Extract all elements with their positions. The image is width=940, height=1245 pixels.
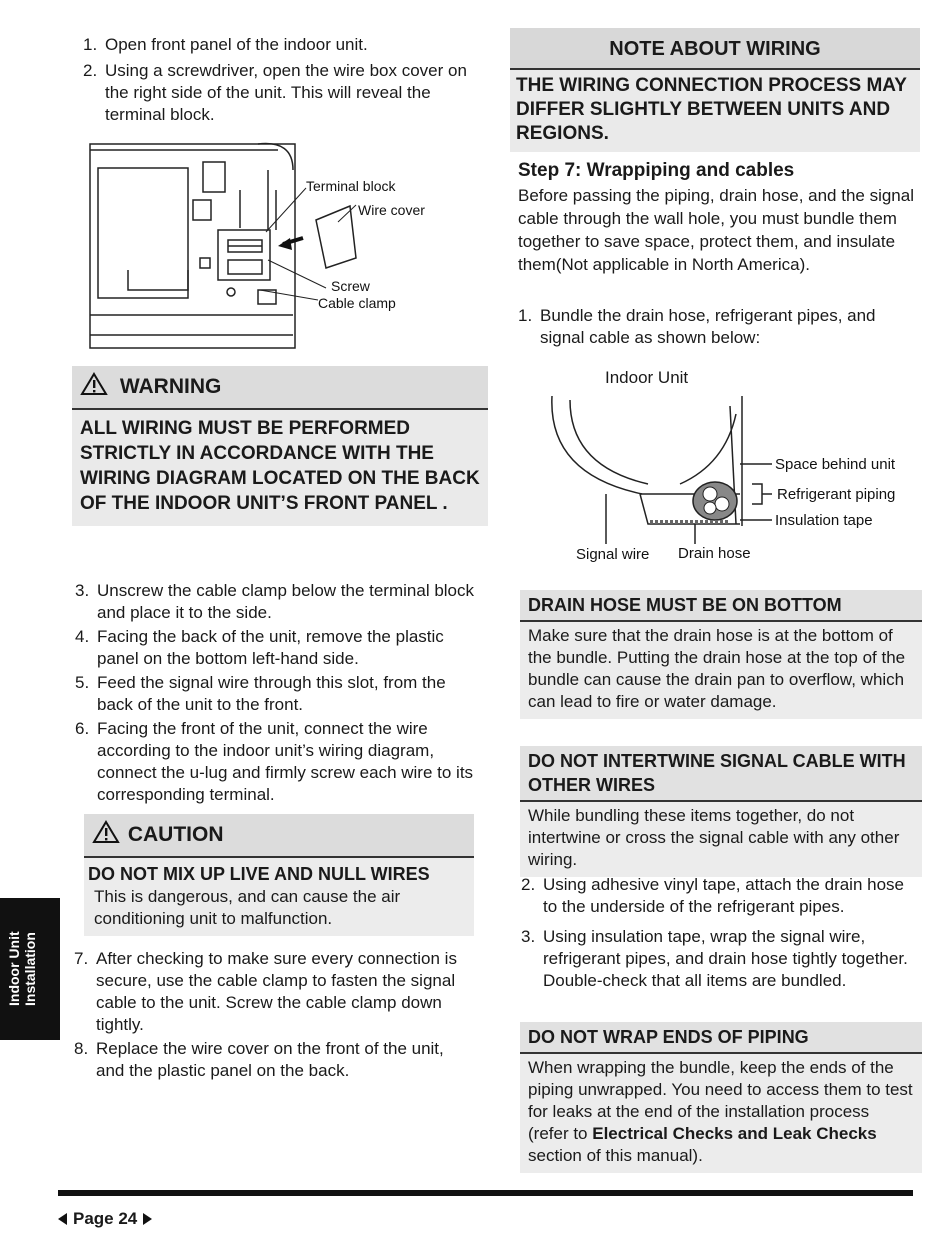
list-item: 3. Unscrew the cable clamp below the terminal block and place it to the side. [75, 581, 475, 622]
cable-clamp-label: Cable clamp [318, 295, 396, 311]
drain-hose-body: Make sure that the drain hose is at the bottom of the bundle. Putting the drain hose at the top of the bundle can cause the drain pan to overflow, which can lead to fire or water damage. [520, 622, 922, 719]
refrigerant-piping-label: Refrigerant piping [777, 486, 896, 503]
list-item: 8. Replace the wire cover on the front of the unit, and the plastic panel on the back. [74, 1039, 444, 1080]
steps-top-list [83, 34, 485, 126]
step7-heading: Step 7: Wrappiping and cables [518, 160, 795, 181]
intertwine-body: While bundling these items together, do not intertwine or cross the signal cable with any other wiring. [520, 802, 922, 877]
side-tab-label: Indoor Unit Installation [6, 931, 38, 1007]
indoor-unit-label: Indoor Unit [605, 368, 689, 387]
caution-title: CAUTION [127, 823, 224, 846]
drain-hose-heading: DRAIN HOSE MUST BE ON BOTTOM [520, 590, 922, 622]
wrap-ends-box [520, 1022, 922, 1173]
terminal-block-diagram [88, 140, 508, 355]
bundle-steps-list [521, 874, 918, 992]
drain-hose-box [520, 590, 922, 719]
page-number: Page 24 [73, 1209, 138, 1228]
note-about-wiring-box [510, 28, 920, 152]
caution-header [84, 814, 474, 858]
list-item: 1. Open front panel of the indoor unit. [83, 35, 368, 54]
bundle-diagram [540, 366, 930, 571]
steps-bottom-list [74, 948, 476, 1082]
screw-label: Screw [331, 278, 370, 294]
footer-rule [58, 1190, 913, 1196]
wire-cover-label: Wire cover [358, 202, 425, 218]
list-item: 7. After checking to make sure every connection is secure, use the cable clamp to fasten the signal cable to the unit. Screw the cable clamp down tightly. [74, 949, 457, 1034]
caution-heading: DO NOT MIX UP LIVE AND NULL WIRES [88, 864, 430, 884]
intertwine-box [520, 746, 922, 877]
prev-page-arrow-icon [58, 1213, 67, 1225]
note-body: THE WIRING CONNECTION PROCESS MAY DIFFER SLIGHTLY BETWEEN UNITS AND REGIONS. [510, 70, 920, 152]
warning-header [72, 366, 488, 410]
list-item: 2. Using a screwdriver, open the wire box cover on the right side of the unit. This will reveal the terminal block. [83, 61, 467, 124]
warning-box [72, 366, 488, 526]
caution-triangle-icon [92, 820, 120, 850]
warning-body: ALL WIRING MUST BE PERFORMED STRICTLY IN ACCORDANCE WITH THE WIRING DIAGRAM LOCATED ON THE BACK OF THE INDOOR UNIT’S FRONT PANEL . [72, 410, 488, 526]
intertwine-heading: DO NOT INTERTWINE SIGNAL CABLE WITH OTHER WIRES [520, 746, 922, 802]
list-item: 3. Using insulation tape, wrap the signal wire, refrigerant pipes, and drain hose tightly together. Double-check that all items are bundled. [521, 927, 908, 990]
space-behind-unit-label: Space behind unit [775, 456, 896, 473]
step7-list [518, 305, 920, 349]
step7-body: Before passing the piping, drain hose, and the signal cable through the wall hole, you must bundle them together to save space, protect them, and insulate them(Not applicable in North America). [518, 186, 914, 274]
list-item: 5. Feed the signal wire through this slot, from the back of the unit to the front. [75, 673, 446, 714]
caution-text: This is dangerous, and can cause the air conditioning unit to malfunction. [94, 887, 401, 928]
electrical-checks-reference: Electrical Checks and Leak Checks [592, 1124, 877, 1143]
wrap-ends-body: When wrapping the bundle, keep the ends of the piping unwrapped. You need to access them to test for leaks at the end of the installation process (refer to Electrical Checks and Leak Checks section of this manual). [520, 1054, 922, 1173]
section-side-tab [0, 898, 60, 1040]
signal-wire-label: Signal wire [576, 546, 650, 563]
drain-hose-label: Drain hose [678, 545, 751, 562]
terminal-block-illustration [88, 140, 508, 355]
note-title: NOTE ABOUT WIRING [510, 28, 920, 70]
steps-mid-list [75, 580, 477, 806]
next-page-arrow-icon [143, 1213, 152, 1225]
caution-box [84, 814, 474, 936]
list-item: 1. Bundle the drain hose, refrigerant pipes, and signal cable as shown below: [518, 306, 876, 347]
step7-section [518, 158, 923, 276]
warning-title: WARNING [119, 375, 222, 398]
warning-triangle-icon [80, 372, 108, 402]
page-footer [58, 1209, 152, 1229]
caution-body [84, 858, 474, 936]
list-item: 6. Facing the front of the unit, connect the wire according to the indoor unit’s wiring diagram, connect the u-lug and firmly screw each wire to its corresponding terminal. [75, 719, 474, 804]
insulation-tape-label: Insulation tape [775, 512, 873, 529]
list-item: 4. Facing the back of the unit, remove the plastic panel on the bottom left-hand side. [75, 627, 444, 668]
terminal-block-label: Terminal block [306, 178, 396, 194]
list-item: 2. Using adhesive vinyl tape, attach the drain hose to the underside of the refrigerant pipes. [521, 875, 905, 916]
wrap-ends-heading: DO NOT WRAP ENDS OF PIPING [520, 1022, 922, 1054]
